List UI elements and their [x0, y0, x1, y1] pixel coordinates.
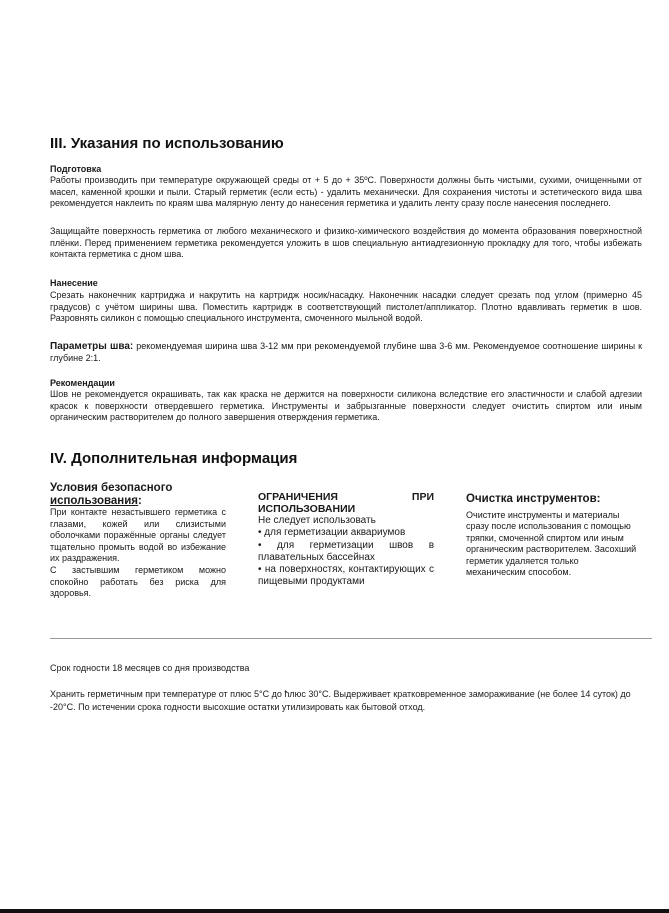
safety-title: [50, 482, 220, 507]
limitations-title-line2: ИСПОЛЬЗОВАНИИ: [258, 503, 356, 515]
cleaning-text: Очистите инструменты и материалы сразу после использования с помощью тряпки, смоченной спиртом или иным органическим растворителем. Засохший герметик удаляется только механическим способом.: [466, 509, 637, 578]
shelf-life-text: Срок годности 18 месяцев со дня производства: [50, 663, 250, 673]
limitations-item: • на поверхностях, контактирующих с пищевыми продуктами: [258, 564, 434, 589]
cleaning-title: Очистка инструментов:: [466, 493, 601, 505]
limitations-item: • для герметизации швов в плавательных бассейнах: [258, 540, 434, 565]
storage-text: Хранить герметичным при температуре от плюс 5°С до ћлюс 30°С. Выдерживает кратковременное замораживание (не более 14 суток) до -20°С. По истечении срока годности высохшие остатки утилизировать как бытовой отход.: [50, 689, 631, 712]
safety-title-line2: использования: [50, 494, 139, 507]
seam-parameters-label: Параметры шва:: [50, 341, 134, 352]
limitations-title-word-2: ПРИ: [411, 491, 434, 503]
safety-title-colon: :: [138, 494, 142, 507]
prep-paragraph-1: Работы производить при температуре окружающей среды от + 5 до + 35ºС. Поверхности должны быть чистыми, сухими, очищенными от масел, каменной крошки и пыли. Старый герметик (если есть) - удалить механически. Для сохранения чистоты и эстетического вида шва рекомендуется наклеить по краям шва малярную ленту до нанесения герметика и удалить ленту сразу после нанесения последнего.: [50, 175, 642, 209]
cleaning-column: [466, 493, 638, 579]
safety-text-2: С застывшим герметиком можно спокойно работать без риска для здоровья.: [50, 564, 226, 599]
safety-text: При контакте незастывшего герметика с глазами, кожей или слизистыми оболочками поражённые органы следует тщательно промыть водой во избежание их раздражения.: [50, 507, 226, 564]
prep-paragraph-2: Защищайте поверхность герметика от любого механического и физико-химического воздействия до момента образования поверхностной плёнки. Перед применением герметика рекомендуется уложить в шов специальную антиадгезионную прокладку для того, чтобы избежать контакта герметика с дном шва.: [50, 226, 642, 260]
safety-title-line1: Условия безопасного: [50, 482, 173, 494]
recommendations-paragraph: Шов не рекомендуется окрашивать, так как краска не держится на поверхности силикона вследствие его эластичности и слабой адгезии красок к поверхности отвердевшего герметика. Инструменты и забрызганные поверхности следует очистить спиртом или иным органическим растворителем до полного завершения отверждения герметика.: [50, 389, 642, 423]
section-4-title: IV. Дополнительная информация: [50, 450, 298, 467]
limitations-intro: Не следует использовать: [258, 515, 376, 526]
horizontal-divider: [50, 638, 652, 639]
limitations-item: • для герметизации аквариумов: [258, 527, 434, 539]
seam-parameters-text: рекомендуемая ширина шва 3-12 мм при рекомендуемой глубине шва 3-6 мм. Рекомендуемое соотношение ширины к глубине 2:1.: [50, 341, 642, 363]
seam-parameters-paragraph: [50, 341, 642, 364]
limitations-column: [258, 491, 434, 589]
limitations-title-word-1: ОГРАНИЧЕНИЯ: [258, 491, 338, 503]
limitations-list: [258, 527, 434, 588]
prep-heading: Подготовка: [50, 164, 102, 174]
recommendations-heading: Рекомендации: [50, 378, 115, 388]
page-bottom-edge: [0, 909, 669, 913]
safety-column: [50, 482, 226, 600]
limitations-title-row: [258, 491, 434, 503]
section-3-title: III. Указания по использованию: [50, 135, 284, 152]
apply-paragraph: Срезать наконечник картриджа и накрутить на картридж носик/насадку. Наконечник насадки следует срезать под углом (примерно 45 градусов) с учётом ширины шва. Поместить картридж в соответствующий пистолет/аппликатор. Плотно вдавливать герметик в шов. Разровнять силикон с помощью специального инструмента, смоченного мыльной водой.: [50, 290, 642, 324]
apply-heading: Нанесение: [50, 278, 98, 288]
